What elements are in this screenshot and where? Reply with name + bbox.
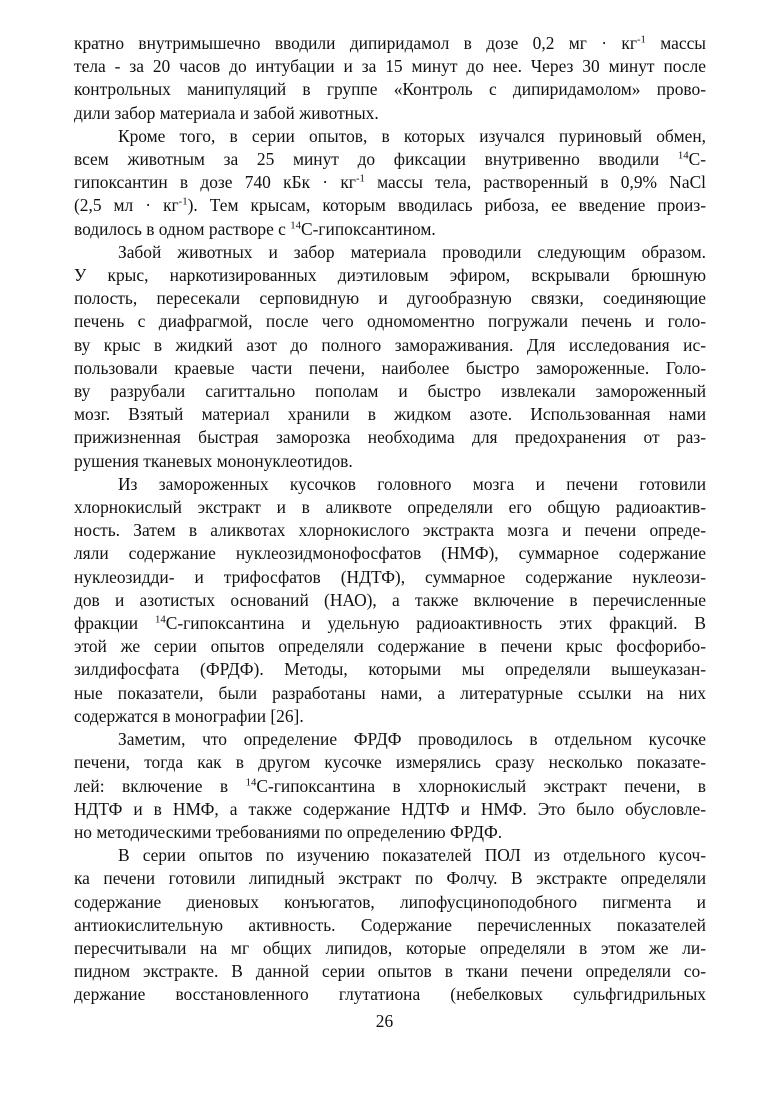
text-line: ляли содержание нуклеозидмонофосфатов (НМФ), суммарное содержание xyxy=(74,543,706,564)
text-line: Кроме того, в серии опытов, в которых изучался пуриновый обмен, xyxy=(118,125,706,146)
text-line: пересчитывали на мг общих липидов, которые определяли в этом же ли- xyxy=(74,937,706,958)
text-line: держание восстановленного глутатиона (небелковых сульфгидрильных xyxy=(74,984,706,1005)
paragraph xyxy=(74,473,706,728)
text-line: лей: включение в $^{14}$С-гипоксантина в хлорнокислый экстракт печени, в xyxy=(74,775,706,796)
superscript: 14 xyxy=(245,775,257,788)
text-line: всем животным за 25 минут до фиксации внутривенно вводили $^{14}$С- xyxy=(74,149,706,170)
paragraph xyxy=(74,728,706,844)
superscript: -1 xyxy=(178,195,188,208)
text-line: хлорнокислый экстракт и в аликвоте определяли его общую радиоактив- xyxy=(74,497,706,518)
text-line: прижизненная быстрая заморозка необходима для предохранения от раз- xyxy=(74,427,706,448)
text-line: контрольных манипуляций в группе «Контроль с дипиридамолом» прово- xyxy=(74,79,706,100)
paragraph xyxy=(74,241,706,473)
text-line: печень с диафрагмой, после чего одномоментно погружали печень и голо- xyxy=(74,311,706,332)
superscript: -1 xyxy=(355,172,365,185)
superscript: 14 xyxy=(677,149,689,162)
text-line: У крыс, наркотизированных диэтиловым эфиром, вскрывали брюшную xyxy=(74,265,706,286)
paragraph xyxy=(74,125,706,241)
text-line: дили забор материала и забой животных. xyxy=(74,102,379,123)
superscript: 14 xyxy=(290,218,301,231)
text-line: печени, тогда как в другом кусочке измерялись сразу несколько показате- xyxy=(74,752,706,773)
text-line: фракции $^{14}$С-гипоксантина и удельную радиоактивность этих фракций. В xyxy=(74,613,706,634)
text-line: НДТФ и в НМФ, а также содержание НДТФ и НМФ. Это было обусловле- xyxy=(74,798,706,819)
text-line: этой же серии опытов определяли содержание в печени крыс фосфорибо- xyxy=(74,636,706,657)
text-line: содержатся в монографии [26]. xyxy=(74,705,304,726)
text-line: но методическими требованиями по определению ФРДФ. xyxy=(74,821,503,842)
paragraph xyxy=(74,844,706,1006)
text-line: ка печени готовили липидный экстракт по Фолчу. В экстракте определяли xyxy=(74,868,706,889)
text-line: зилдифосфата (ФРДФ). Методы, которыми мы определяли вышеуказан- xyxy=(74,659,706,680)
text-line: тела - за 20 часов до интубации и за 15 минут до нее. Через 30 минут после xyxy=(74,56,706,77)
text-line: рушения тканевых мононуклеотидов. xyxy=(74,450,353,471)
text-line: В серии опытов по изучению показателей ПОЛ из отдельного кусоч- xyxy=(118,845,706,866)
paragraph xyxy=(74,32,706,125)
page-number: 26 xyxy=(375,1011,394,1031)
superscript: 14 xyxy=(154,613,166,626)
text-line: пидном экстракте. В данной серии опытов в ткани печени определяли со- xyxy=(74,961,706,982)
text-line: водилось в одном растворе с $^{14}$С-гипоксантином. xyxy=(74,218,436,239)
text-line: Забой животных и забор материала проводили следующим образом. xyxy=(118,241,706,262)
text-line: ность. Затем в аликвотах хлорнокислого экстракта мозга и печени опреде- xyxy=(74,520,706,541)
text-line: дов и азотистых оснований (НАО), а также включение в перечисленные xyxy=(74,589,706,610)
text-line: ные показатели, были разработаны нами, а литературные ссылки на них xyxy=(74,682,706,703)
text-line: Из замороженных кусочков головного мозга и печени готовили xyxy=(118,473,706,494)
text-line: содержание диеновых конъюгатов, липофусциноподобного пигмента и xyxy=(74,891,706,912)
text-line: кратно внутримышечно вводили дипиридамол в дозе 0,2 мг · $кг^{-1}$ массы xyxy=(74,33,706,53)
superscript: -1 xyxy=(636,33,646,46)
text-line: (2,5 мл · $кг^{-1}$). Тем крысам, которым вводилась рибоза, ее введение произ- xyxy=(74,195,706,216)
text-line: ву крыс в жидкий азот до полного замораживания. Для исследования ис- xyxy=(74,334,706,355)
text-line: Заметим, что определение ФРДФ проводилось в отдельном кусочке xyxy=(118,729,706,750)
text-line: нуклеозидди- и трифосфатов (НДТФ), суммарное содержание нуклеози- xyxy=(74,566,706,587)
document-page xyxy=(74,32,706,1007)
text-line: гипоксантин в дозе 740 кБк · $кг^{-1}$ массы тела, растворенный в 0,9% NaCl xyxy=(74,172,706,193)
text-line: антиокислительную активность. Содержание перечисленных показателей xyxy=(74,914,706,935)
text-line: пользовали краевые части печени, наиболее быстро замороженные. Голо- xyxy=(74,357,706,378)
body-text xyxy=(74,32,706,1007)
text-line: мозг. Взятый материал хранили в жидком азоте. Использованная нами xyxy=(74,404,706,425)
text-line: полость, пересекали серповидную и дугообразную связки, соединяющие xyxy=(74,288,706,309)
text-line: ву разрубали сагиттально пополам и быстро извлекали замороженный xyxy=(74,381,706,402)
